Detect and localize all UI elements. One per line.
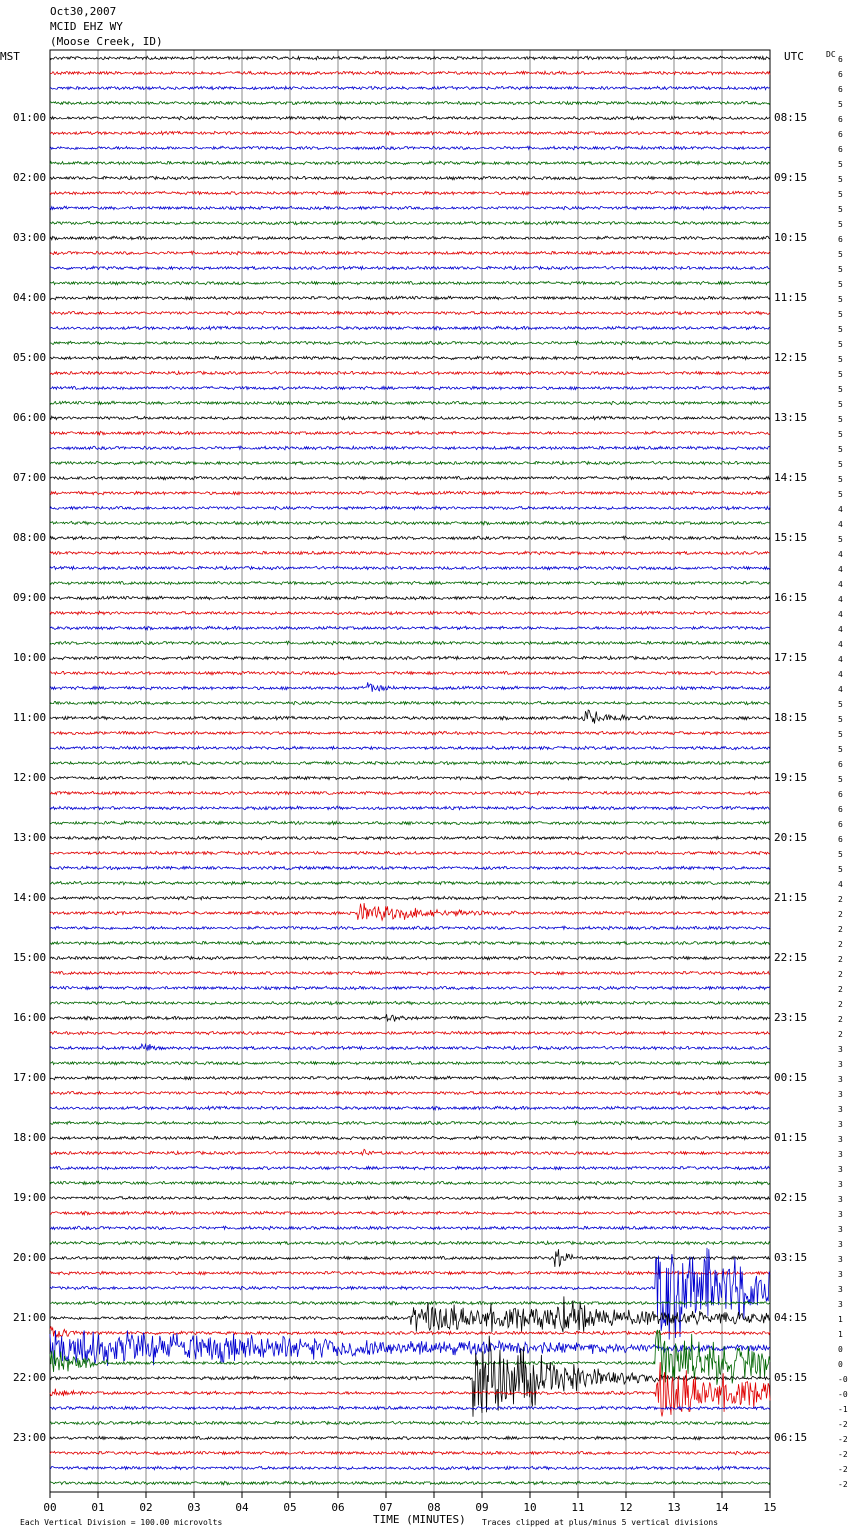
- trace-row-78: [50, 1226, 770, 1230]
- x-tick-label-4: 04: [235, 1501, 249, 1514]
- right-hour-label-10: 18:15: [774, 711, 808, 724]
- dc-offset-93: -2: [838, 1450, 848, 1459]
- trace-row-34: [50, 566, 770, 569]
- left-hour-label-0: 01:00: [13, 111, 47, 124]
- dc-offset-83: 3: [838, 1300, 843, 1309]
- dc-offset-33: 4: [838, 550, 843, 559]
- right-hour-label-1: 09:15: [774, 171, 808, 184]
- trace-row-36: [50, 596, 770, 599]
- right-timezone-label: UTC: [784, 50, 804, 63]
- x-tick-label-7: 07: [379, 1501, 393, 1514]
- dc-offset-60: 2: [838, 955, 843, 964]
- trace-row-20: [50, 356, 770, 359]
- trace-row-74: [50, 1166, 770, 1169]
- trace-row-63: [50, 1001, 770, 1005]
- trace-row-66: [50, 1044, 770, 1050]
- trace-row-0: [50, 56, 770, 60]
- dc-offset-5: 6: [838, 130, 843, 139]
- left-hour-label-14: 15:00: [13, 951, 47, 964]
- left-hour-label-9: 10:00: [13, 651, 47, 664]
- trace-row-37: [50, 611, 770, 615]
- right-hour-label-11: 19:15: [774, 771, 808, 784]
- trace-row-5: [50, 131, 770, 135]
- dc-offset-46: 5: [838, 745, 843, 754]
- trace-row-67: [50, 1061, 770, 1064]
- trace-row-69: [50, 1091, 770, 1094]
- x-tick-label-2: 02: [139, 1501, 153, 1514]
- dc-offset-73: 3: [838, 1150, 843, 1159]
- trace-row-27: [50, 461, 770, 464]
- dc-offset-21: 5: [838, 370, 843, 379]
- right-hour-label-0: 08:15: [774, 111, 808, 124]
- trace-row-86: [50, 1330, 770, 1366]
- dc-offset-35: 4: [838, 580, 843, 589]
- trace-row-25: [50, 431, 770, 435]
- left-hour-label-2: 03:00: [13, 231, 47, 244]
- left-hour-label-19: 20:00: [13, 1251, 47, 1264]
- left-hour-label-21: 22:00: [13, 1371, 47, 1384]
- dc-offset-57: 2: [838, 910, 843, 919]
- dc-offset-23: 5: [838, 400, 843, 409]
- trace-row-9: [50, 191, 770, 195]
- clip-note: Traces clipped at plus/minus 5 vertical divisions: [482, 1518, 719, 1527]
- left-hour-label-17: 18:00: [13, 1131, 47, 1144]
- dc-offset-11: 5: [838, 220, 843, 229]
- trace-row-91: [50, 1421, 770, 1424]
- right-hour-label-22: 06:15: [774, 1431, 808, 1444]
- trace-row-35: [50, 581, 770, 584]
- trace-row-76: [50, 1196, 770, 1200]
- dc-offset-94: -2: [838, 1465, 848, 1474]
- left-hour-label-15: 16:00: [13, 1011, 47, 1024]
- left-hour-label-4: 05:00: [13, 351, 47, 364]
- left-hour-label-22: 23:00: [13, 1431, 47, 1444]
- right-hour-label-8: 16:15: [774, 591, 808, 604]
- trace-row-55: [50, 881, 770, 885]
- dc-offset-29: 5: [838, 490, 843, 499]
- right-hour-label-19: 03:15: [774, 1251, 808, 1264]
- dc-offset-81: 3: [838, 1270, 843, 1279]
- trace-row-43: [50, 701, 770, 704]
- trace-row-54: [50, 866, 770, 869]
- x-axis-label: TIME (MINUTES): [373, 1513, 466, 1526]
- trace-row-1: [50, 71, 770, 75]
- dc-offset-53: 5: [838, 850, 843, 859]
- dc-offset-36: 4: [838, 595, 843, 604]
- trace-row-51: [50, 821, 770, 824]
- trace-row-7: [50, 161, 770, 164]
- left-hour-label-13: 14:00: [13, 891, 47, 904]
- right-hour-label-14: 22:15: [774, 951, 808, 964]
- left-hour-label-10: 11:00: [13, 711, 47, 724]
- dc-offset-64: 2: [838, 1015, 843, 1024]
- trace-row-64: [50, 1014, 770, 1021]
- trace-row-95: [50, 1481, 770, 1485]
- x-tick-label-1: 01: [91, 1501, 105, 1514]
- dc-offset-49: 6: [838, 790, 843, 799]
- x-tick-label-14: 14: [715, 1501, 729, 1514]
- dc-offset-70: 3: [838, 1105, 843, 1114]
- trace-row-21: [50, 371, 770, 374]
- dc-offset-85: 1: [838, 1330, 843, 1339]
- left-hour-label-5: 06:00: [13, 411, 47, 424]
- dc-offset-28: 5: [838, 475, 843, 484]
- trace-row-56: [50, 896, 770, 900]
- trace-row-93: [50, 1451, 770, 1454]
- dc-offset-3: 5: [838, 100, 843, 109]
- trace-row-42: [50, 682, 770, 692]
- right-hour-label-5: 13:15: [774, 411, 808, 424]
- dc-offset-55: 4: [838, 880, 843, 889]
- trace-row-90: [50, 1406, 770, 1409]
- x-tick-label-0: 00: [43, 1501, 57, 1514]
- dc-offset-0: 6: [838, 55, 843, 64]
- trace-row-23: [50, 401, 770, 404]
- dc-offset-38: 4: [838, 625, 843, 634]
- trace-row-47: [50, 761, 770, 764]
- right-hour-label-6: 14:15: [774, 471, 808, 484]
- dc-offset-74: 3: [838, 1165, 843, 1174]
- trace-row-75: [50, 1181, 770, 1184]
- dc-offset-1: 6: [838, 70, 843, 79]
- trace-row-19: [50, 341, 770, 345]
- dc-offset-80: 3: [838, 1255, 843, 1264]
- trace-row-26: [50, 446, 770, 450]
- trace-row-12: [50, 236, 770, 240]
- trace-row-79: [50, 1241, 770, 1244]
- trace-row-49: [50, 791, 770, 794]
- trace-row-44: [50, 710, 770, 724]
- trace-row-29: [50, 491, 770, 495]
- dc-offset-8: 5: [838, 175, 843, 184]
- trace-row-8: [50, 176, 770, 179]
- dc-offset-34: 4: [838, 565, 843, 574]
- trace-row-30: [50, 506, 770, 509]
- trace-row-81: [50, 1271, 770, 1275]
- left-hour-label-7: 08:00: [13, 531, 47, 544]
- dc-offset-63: 2: [838, 1000, 843, 1009]
- dc-offset-13: 5: [838, 250, 843, 259]
- dc-offset-48: 5: [838, 775, 843, 784]
- dc-offset-69: 3: [838, 1090, 843, 1099]
- dc-offset-50: 6: [838, 805, 843, 814]
- dc-offset-78: 3: [838, 1225, 843, 1234]
- right-hour-label-13: 21:15: [774, 891, 808, 904]
- trace-row-32: [50, 536, 770, 540]
- dc-offset-88: -0: [838, 1375, 848, 1384]
- x-tick-label-12: 12: [619, 1501, 633, 1514]
- right-hour-label-12: 20:15: [774, 831, 808, 844]
- x-tick-label-6: 06: [331, 1501, 345, 1514]
- dc-offset-27: 5: [838, 460, 843, 469]
- dc-offset-20: 5: [838, 355, 843, 364]
- trace-row-59: [50, 941, 770, 944]
- trace-row-87: [50, 1330, 770, 1385]
- trace-row-83: [50, 1301, 770, 1305]
- dc-offset-61: 2: [838, 970, 843, 979]
- dc-offset-31: 4: [838, 520, 843, 529]
- x-tick-label-8: 08: [427, 1501, 441, 1514]
- left-hour-label-20: 21:00: [13, 1311, 47, 1324]
- trace-row-94: [50, 1466, 770, 1470]
- left-hour-label-3: 04:00: [13, 291, 47, 304]
- dc-offset-62: 2: [838, 985, 843, 994]
- dc-offset-87: 0: [838, 1360, 843, 1369]
- trace-row-62: [50, 986, 770, 989]
- trace-rows: [50, 56, 770, 1485]
- dc-offset-59: 2: [838, 940, 843, 949]
- dc-offset-12: 6: [838, 235, 843, 244]
- trace-row-46: [50, 746, 770, 750]
- time-axis: [43, 1492, 776, 1514]
- trace-row-15: [50, 281, 770, 284]
- left-hour-label-6: 07:00: [13, 471, 47, 484]
- dc-offset-2: 6: [838, 85, 843, 94]
- dc-offset-32: 5: [838, 535, 843, 544]
- trace-row-33: [50, 551, 770, 554]
- header-location: (Moose Creek, ID): [50, 35, 163, 48]
- trace-row-31: [50, 521, 770, 525]
- trace-row-60: [50, 956, 770, 959]
- trace-row-6: [50, 146, 770, 150]
- left-hour-label-18: 19:00: [13, 1191, 47, 1204]
- dc-offset-14: 5: [838, 265, 843, 274]
- dc-offset-7: 5: [838, 160, 843, 169]
- trace-row-73: [50, 1149, 770, 1155]
- dc-offset-19: 5: [838, 340, 843, 349]
- dc-offset-30: 4: [838, 505, 843, 514]
- trace-row-57: [50, 903, 770, 920]
- dc-offset-71: 3: [838, 1120, 843, 1129]
- trace-row-16: [50, 296, 770, 300]
- right-hour-label-21: 05:15: [774, 1371, 808, 1384]
- trace-row-3: [50, 101, 770, 104]
- x-tick-label-5: 05: [283, 1501, 297, 1514]
- right-hour-label-18: 02:15: [774, 1191, 808, 1204]
- x-tick-label-9: 09: [475, 1501, 489, 1514]
- trace-row-70: [50, 1106, 770, 1110]
- dc-offset-45: 5: [838, 730, 843, 739]
- dc-offset-68: 3: [838, 1075, 843, 1084]
- dc-offset-40: 4: [838, 655, 843, 664]
- x-tick-label-3: 03: [187, 1501, 201, 1514]
- scale-note: Each Vertical Division = 100.00 microvolts: [20, 1518, 223, 1527]
- dc-offset-84: 1: [838, 1315, 843, 1324]
- trace-row-14: [50, 266, 770, 269]
- trace-row-40: [50, 656, 770, 659]
- dc-offset-51: 6: [838, 820, 843, 829]
- trace-row-13: [50, 251, 770, 255]
- dc-offset-65: 2: [838, 1030, 843, 1039]
- left-hour-label-1: 02:00: [13, 171, 47, 184]
- right-hour-label-2: 10:15: [774, 231, 808, 244]
- dc-offset-47: 6: [838, 760, 843, 769]
- trace-row-65: [50, 1031, 770, 1034]
- trace-row-71: [50, 1121, 770, 1125]
- trace-row-53: [50, 851, 770, 855]
- trace-row-48: [50, 776, 770, 780]
- dc-offset-15: 5: [838, 280, 843, 289]
- right-hour-label-15: 23:15: [774, 1011, 808, 1024]
- trace-row-45: [50, 731, 770, 734]
- dc-offset-92: -2: [838, 1435, 848, 1444]
- trace-row-28: [50, 476, 770, 479]
- dc-offset-67: 3: [838, 1060, 843, 1069]
- dc-offset-89: -0: [838, 1390, 848, 1399]
- trace-row-10: [50, 206, 770, 209]
- dc-offset-91: -2: [838, 1420, 848, 1429]
- header-date: Oct30,2007: [50, 5, 117, 18]
- trace-row-80: [50, 1249, 770, 1267]
- left-hour-label-16: 17:00: [13, 1071, 47, 1084]
- dc-offset-54: 5: [838, 865, 843, 874]
- trace-row-85: [50, 1326, 770, 1337]
- dc-offset-75: 3: [838, 1180, 843, 1189]
- dc-offset-52: 6: [838, 835, 843, 844]
- dc-offset-56: 2: [838, 895, 843, 904]
- dc-offset-17: 5: [838, 310, 843, 319]
- dc-offset-82: 3: [838, 1285, 843, 1294]
- trace-row-77: [50, 1211, 770, 1215]
- dc-offset-86: 0: [838, 1345, 843, 1354]
- right-hour-label-3: 11:15: [774, 291, 808, 304]
- dc-offset-22: 5: [838, 385, 843, 394]
- left-hour-label-11: 12:00: [13, 771, 47, 784]
- trace-row-50: [50, 806, 770, 810]
- dc-offset-76: 3: [838, 1195, 843, 1204]
- dc-offset-41: 4: [838, 670, 843, 679]
- dc-offset-90: -1: [838, 1405, 848, 1414]
- dc-offset-77: 3: [838, 1210, 843, 1219]
- x-tick-label-15: 15: [763, 1501, 777, 1514]
- trace-row-41: [50, 671, 770, 674]
- dc-offset-72: 3: [838, 1135, 843, 1144]
- dc-offset-26: 5: [838, 445, 843, 454]
- dc-offset-6: 6: [838, 145, 843, 154]
- dc-offset-24: 5: [838, 415, 843, 424]
- trace-row-38: [50, 626, 770, 630]
- dc-label: DC: [826, 50, 836, 59]
- dc-offset-18: 5: [838, 325, 843, 334]
- x-tick-label-11: 11: [571, 1501, 585, 1514]
- x-tick-label-10: 10: [523, 1501, 537, 1514]
- trace-row-52: [50, 836, 770, 839]
- left-hour-label-8: 09:00: [13, 591, 47, 604]
- header-station: MCID EHZ WY: [50, 20, 123, 33]
- right-hour-label-16: 00:15: [774, 1071, 808, 1084]
- dc-offset-39: 4: [838, 640, 843, 649]
- right-hour-label-9: 17:15: [774, 651, 808, 664]
- left-timezone-label: MST: [0, 50, 20, 63]
- dc-offset-42: 4: [838, 685, 843, 694]
- dc-offset-16: 5: [838, 295, 843, 304]
- dc-offset-44: 5: [838, 715, 843, 724]
- dc-offset-10: 5: [838, 205, 843, 214]
- trace-row-82: [50, 1248, 770, 1340]
- dc-offset-43: 5: [838, 700, 843, 709]
- trace-row-61: [50, 971, 770, 974]
- dc-offset-66: 3: [838, 1045, 843, 1054]
- dc-offset-79: 3: [838, 1240, 843, 1249]
- right-hour-label-17: 01:15: [774, 1131, 808, 1144]
- left-hour-label-12: 13:00: [13, 831, 47, 844]
- trace-row-2: [50, 86, 770, 89]
- trace-row-58: [50, 926, 770, 930]
- trace-row-17: [50, 311, 770, 314]
- trace-row-72: [50, 1136, 770, 1139]
- trace-row-18: [50, 326, 770, 330]
- dc-offset-9: 5: [838, 190, 843, 199]
- x-tick-label-13: 13: [667, 1501, 681, 1514]
- right-hour-label-20: 04:15: [774, 1311, 808, 1324]
- right-hour-label-7: 15:15: [774, 531, 808, 544]
- dc-offset-37: 4: [838, 610, 843, 619]
- dc-offset-4: 6: [838, 115, 843, 124]
- trace-row-92: [50, 1436, 770, 1439]
- trace-row-4: [50, 116, 770, 119]
- trace-row-22: [50, 386, 770, 389]
- right-hour-label-4: 12:15: [774, 351, 808, 364]
- trace-row-24: [50, 416, 770, 420]
- trace-row-39: [50, 641, 770, 645]
- trace-row-11: [50, 221, 770, 225]
- dc-offset-25: 5: [838, 430, 843, 439]
- trace-row-68: [50, 1076, 770, 1080]
- dc-offset-95: -2: [838, 1480, 848, 1489]
- dc-offset-58: 2: [838, 925, 843, 934]
